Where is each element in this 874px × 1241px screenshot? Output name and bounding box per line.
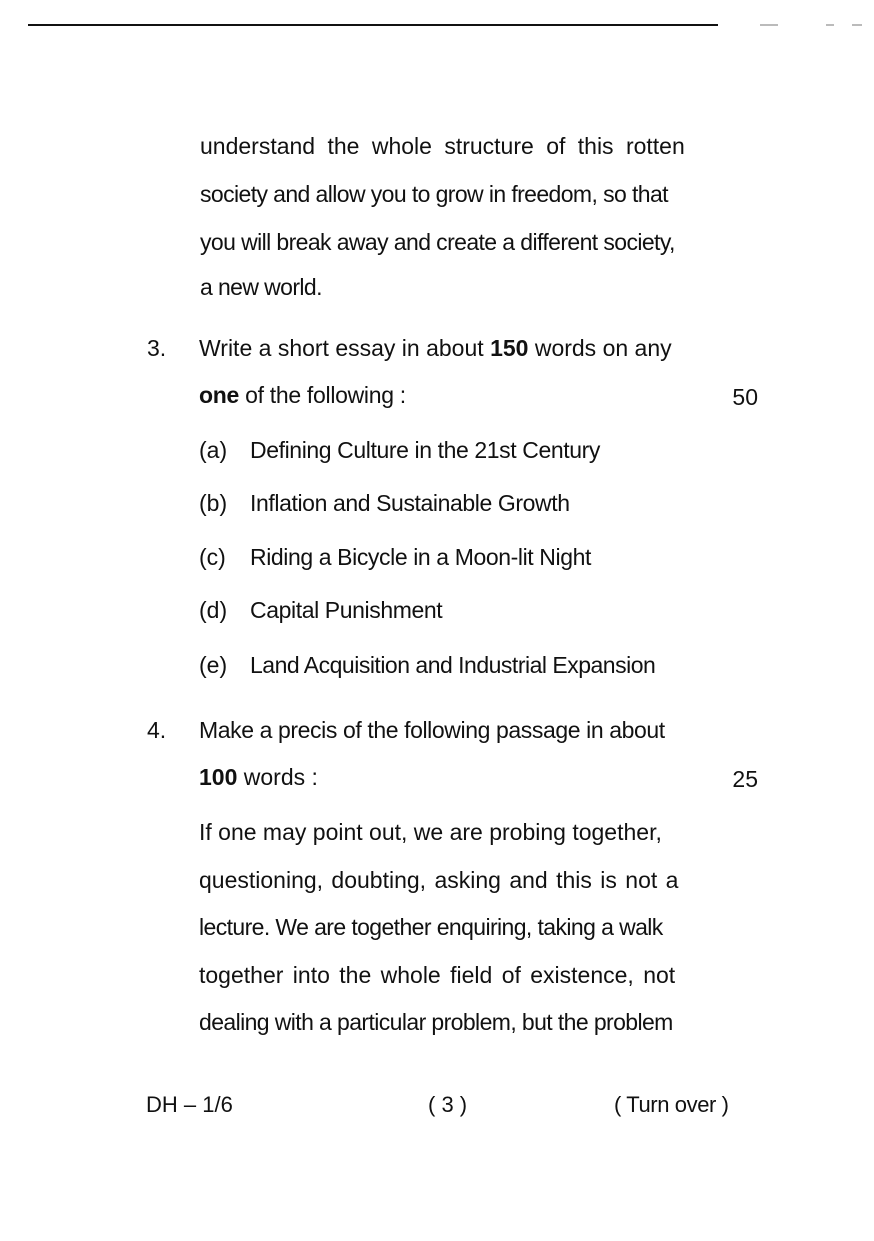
turn-over-note: ( Turn over ) (614, 1092, 729, 1117)
passage-line: If one may point out, we are probing together, (199, 819, 662, 845)
question-prompt-line2 (199, 763, 318, 791)
passage-line-text: understand the whole structure of this rotten (200, 133, 685, 159)
prompt-text: words : (237, 764, 318, 790)
marks: 25 (732, 766, 758, 792)
question-number: 4. (147, 717, 167, 743)
option-text: Land Acquisition and Industrial Expansion (250, 652, 656, 678)
scan-mark (826, 24, 834, 26)
passage-line: a new world. (200, 274, 322, 300)
passage-line: lecture. We are together enquiring, taking a walk (199, 914, 663, 940)
word-count: 100 (199, 764, 238, 790)
top-rule (28, 24, 718, 26)
prompt-text: Write a short essay in about (199, 335, 491, 361)
question-prompt-line2 (199, 381, 406, 409)
question-prompt: Make a precis of the following passage in about (199, 717, 665, 743)
prompt-text: words on any (528, 335, 672, 361)
option-text: Defining Culture in the 21st Century (250, 437, 600, 463)
option-text: Capital Punishment (250, 597, 443, 623)
option-text: Inflation and Sustainable Growth (250, 490, 570, 516)
option-label: (c) (199, 544, 226, 570)
scan-mark (760, 24, 778, 26)
option-label: (d) (199, 597, 228, 623)
passage-line: society and allow you to grow in freedom, so that (200, 181, 668, 207)
passage-line: you will break away and create a different society, (200, 229, 675, 255)
marks: 50 (732, 384, 758, 410)
paper-code: DH – 1/6 (146, 1092, 233, 1117)
question-prompt (199, 334, 672, 362)
passage-line (200, 132, 759, 160)
option-text: Riding a Bicycle in a Moon-lit Night (250, 544, 591, 570)
page-number: ( 3 ) (428, 1092, 468, 1117)
option-label: (e) (199, 652, 228, 678)
option-label: (a) (199, 437, 228, 463)
passage-line: questioning, doubting, asking and this is not a (199, 867, 679, 893)
option-label: (b) (199, 490, 228, 516)
passage-line: dealing with a particular problem, but the problem (199, 1009, 673, 1035)
word-count: 150 (490, 335, 529, 361)
prompt-text: of the following : (239, 382, 406, 408)
passage-line: together into the whole field of existence, not (199, 962, 676, 988)
question-number: 3. (147, 335, 167, 361)
emphasis-one: one (199, 382, 239, 408)
scan-mark (852, 24, 862, 26)
